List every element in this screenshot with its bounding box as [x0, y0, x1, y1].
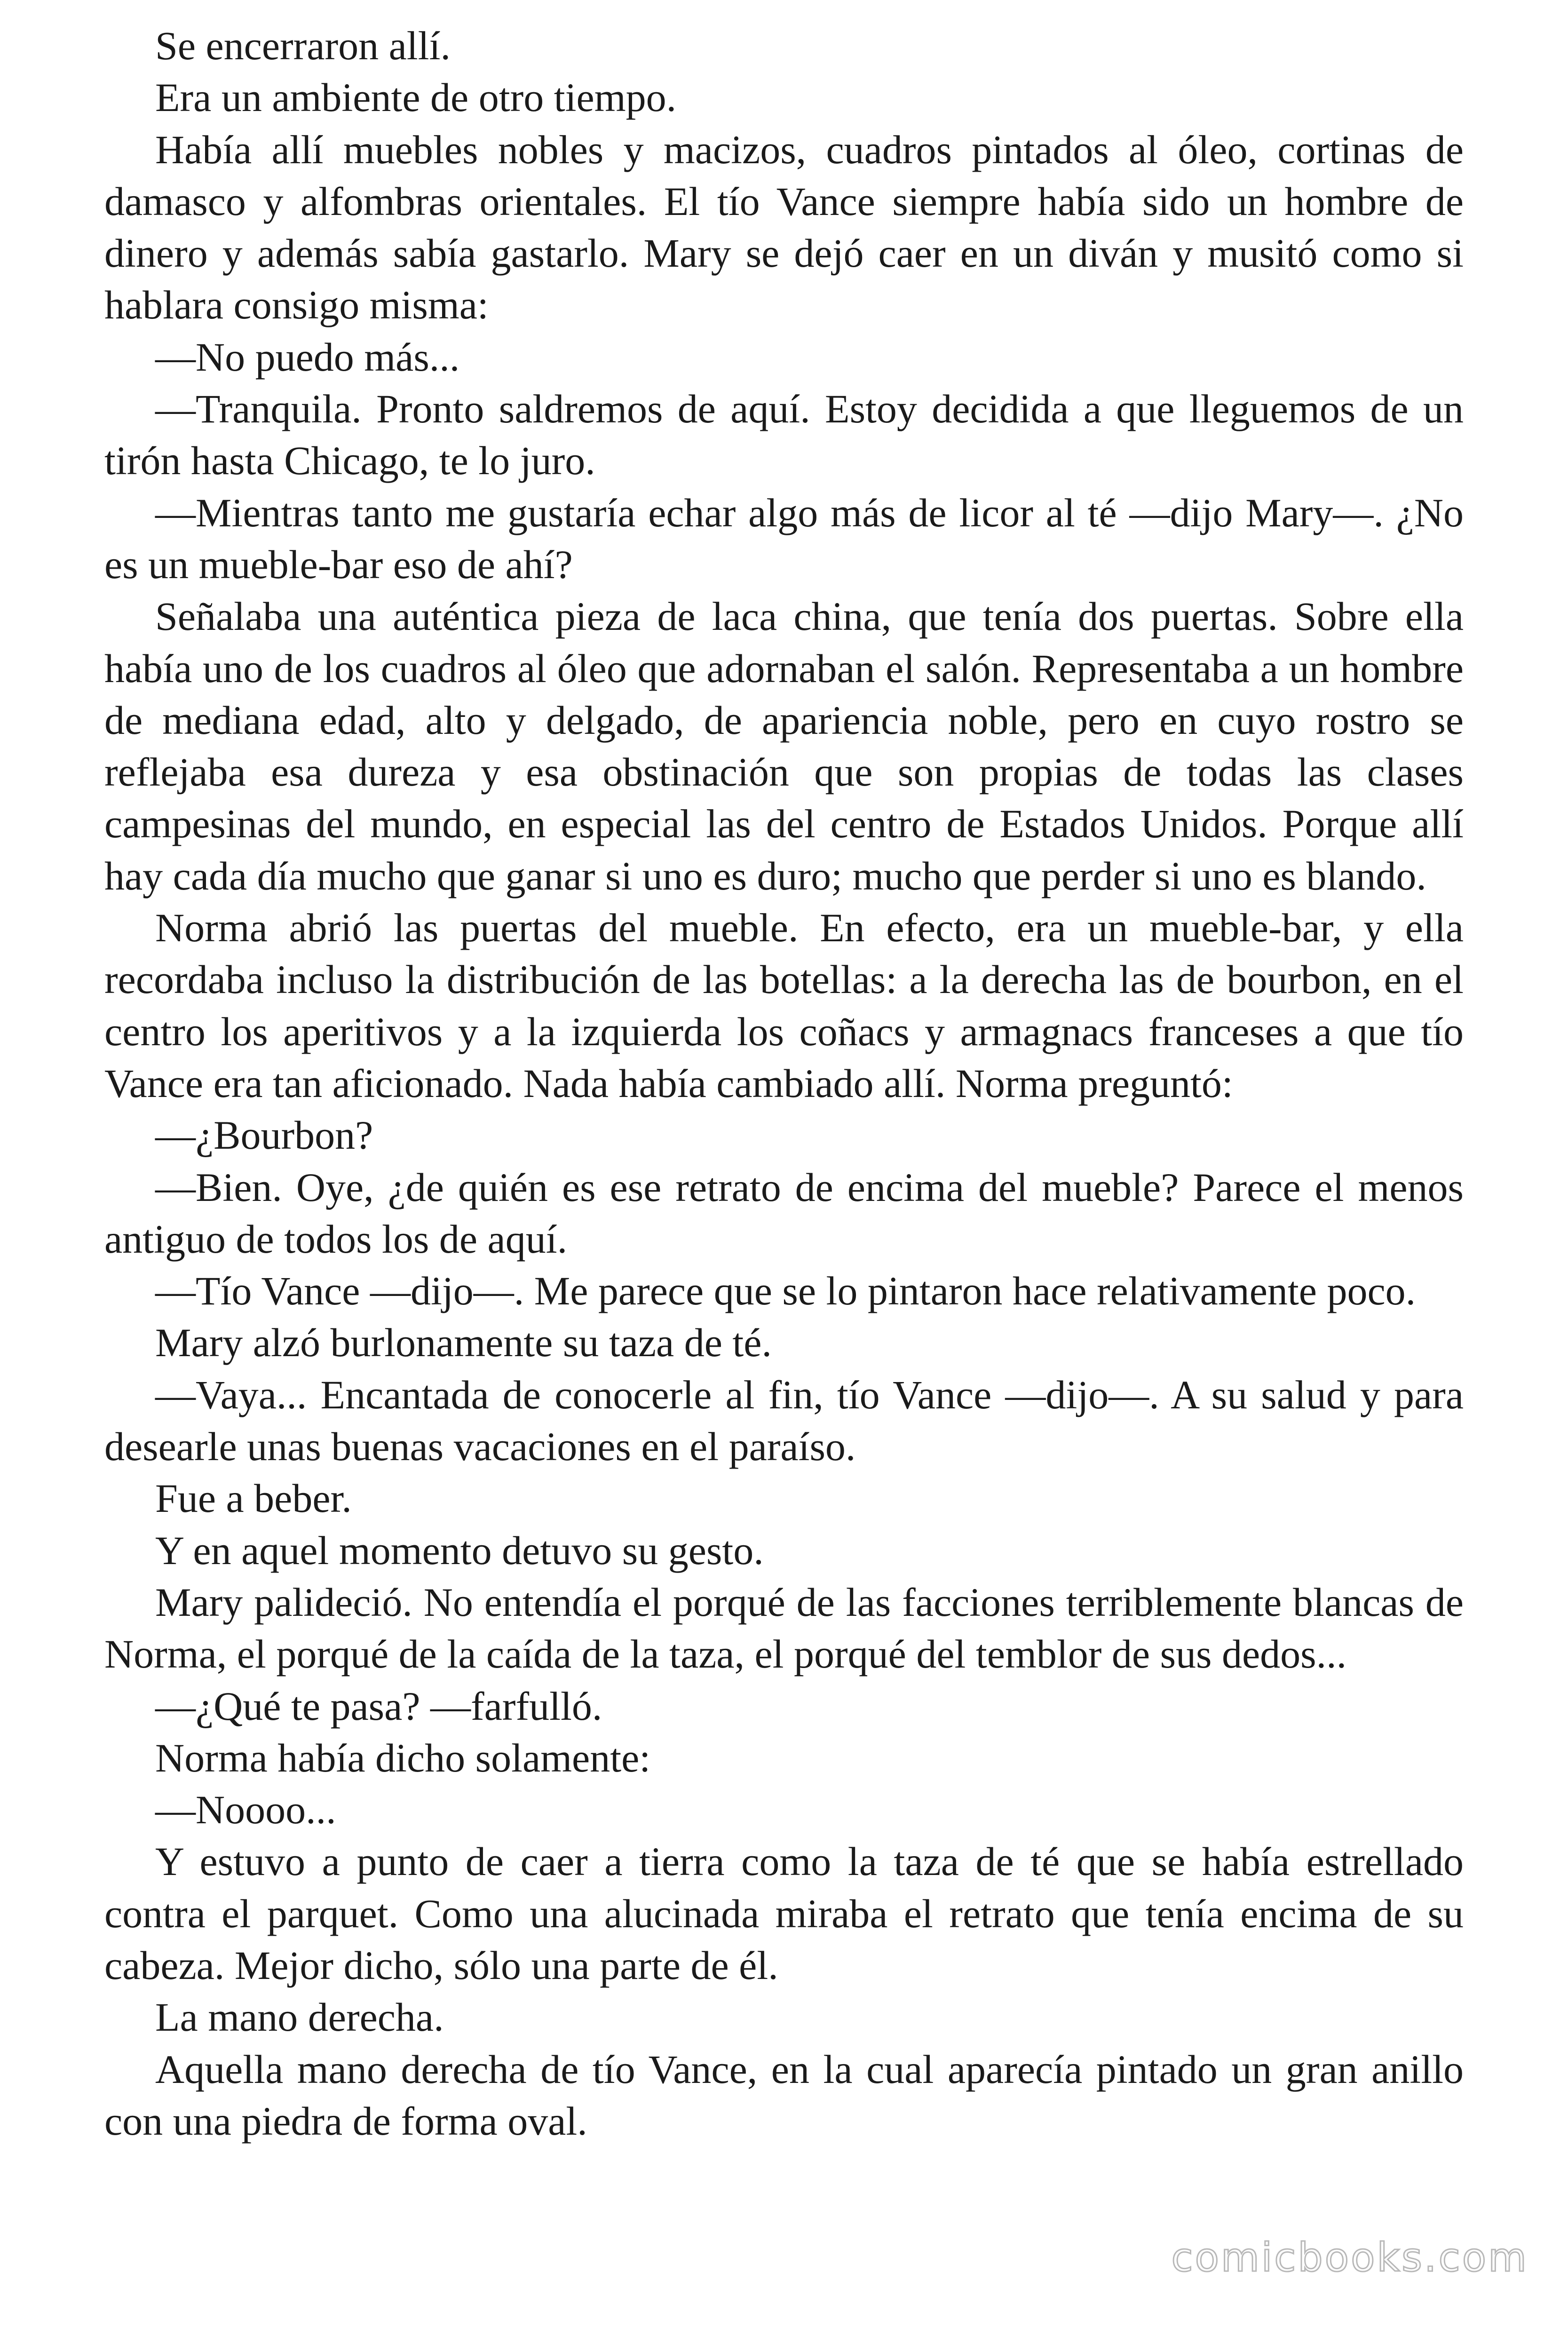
paragraph: —Tío Vance —dijo—. Me parece que se lo pintaron hace relativamente poco. — [155, 1268, 1416, 1314]
paragraph: Señalaba una auténtica pieza de laca china, que tenía dos puertas. Sobre ella había uno de los cuadros al óleo que adornaban el salón. Representaba a un hombre de mediana edad, alto y delgado, de apariencia noble, pero en cuyo rostro se reflejaba esa dureza y esa obstinación que son propias de todas las clases campesinas del mundo, en especial las del centro de Estados Unidos. Porque allí hay cada día mucho que ganar si uno es duro; mucho que perder si uno es blando. — [104, 594, 1464, 898]
watermark: comicbooks.com — [1171, 2234, 1528, 2280]
paragraph: —Noooo... — [155, 1787, 336, 1833]
paragraph: —¿Bourbon? — [155, 1112, 373, 1158]
paragraph: Había allí muebles nobles y macizos, cuadros pintados al óleo, cortinas de damasco y alfombras orientales. El tío Vance siempre había sido un hombre de dinero y además sabía gastarlo. Mary se dejó caer en un diván y musitó como si hablara consigo misma: — [104, 127, 1464, 328]
paragraph: Fue a beber. — [155, 1476, 352, 1521]
paragraph: Y estuvo a punto de caer a tierra como la taza de té que se había estrellado contra el parquet. Como una alucinada miraba el retrato que tenía encima de su cabeza. Mejor dicho, sólo una parte de él. — [104, 1839, 1464, 1988]
paragraph: Mary alzó burlonamente su taza de té. — [155, 1320, 772, 1366]
paragraph: Norma había dicho solamente: — [155, 1735, 651, 1780]
body-text — [104, 20, 1464, 2147]
paragraph: Norma abrió las puertas del mueble. En efecto, era un mueble-bar, y ella recordaba incluso la distribución de las botellas: a la derecha las de bourbon, en el centro los aperitivos y a la izquierda los coñacs y armagnacs franceses a que tío Vance era tan aficionado. Nada había cambiado allí. Norma preguntó: — [104, 905, 1464, 1106]
paragraph: Aquella mano derecha de tío Vance, en la cual aparecía pintado un gran anillo con una piedra de forma oval. — [104, 2046, 1464, 2144]
paragraph: —¿Qué te pasa? —farfulló. — [155, 1683, 602, 1729]
paragraph: Se encerraron allí. — [155, 23, 451, 68]
paragraph: —Bien. Oye, ¿de quién es ese retrato de encima del mueble? Parece el menos antiguo de todos los de aquí. — [104, 1164, 1464, 1262]
paragraph: Y en aquel momento detuvo su gesto. — [155, 1527, 764, 1573]
paragraph: —No puedo más... — [155, 334, 460, 380]
paragraph: —Mientras tanto me gustaría echar algo más de licor al té —dijo Mary—. ¿No es un mueble-bar eso de ahí? — [104, 490, 1464, 587]
paragraph: La mano derecha. — [155, 1994, 444, 2040]
paragraph: Mary palideció. No entendía el porqué de las facciones terriblemente blancas de Norma, el porqué de la caída de la taza, el porqué del temblor de sus dedos... — [104, 1579, 1464, 1677]
paragraph: —Vaya... Encantada de conocerle al fin, tío Vance —dijo—. A su salud y para desearle unas buenas vacaciones en el paraíso. — [104, 1372, 1464, 1470]
paragraph: —Tranquila. Pronto saldremos de aquí. Estoy decidida a que lleguemos de un tirón hasta Chicago, te lo juro. — [104, 386, 1464, 484]
paragraph: Era un ambiente de otro tiempo. — [155, 75, 677, 120]
